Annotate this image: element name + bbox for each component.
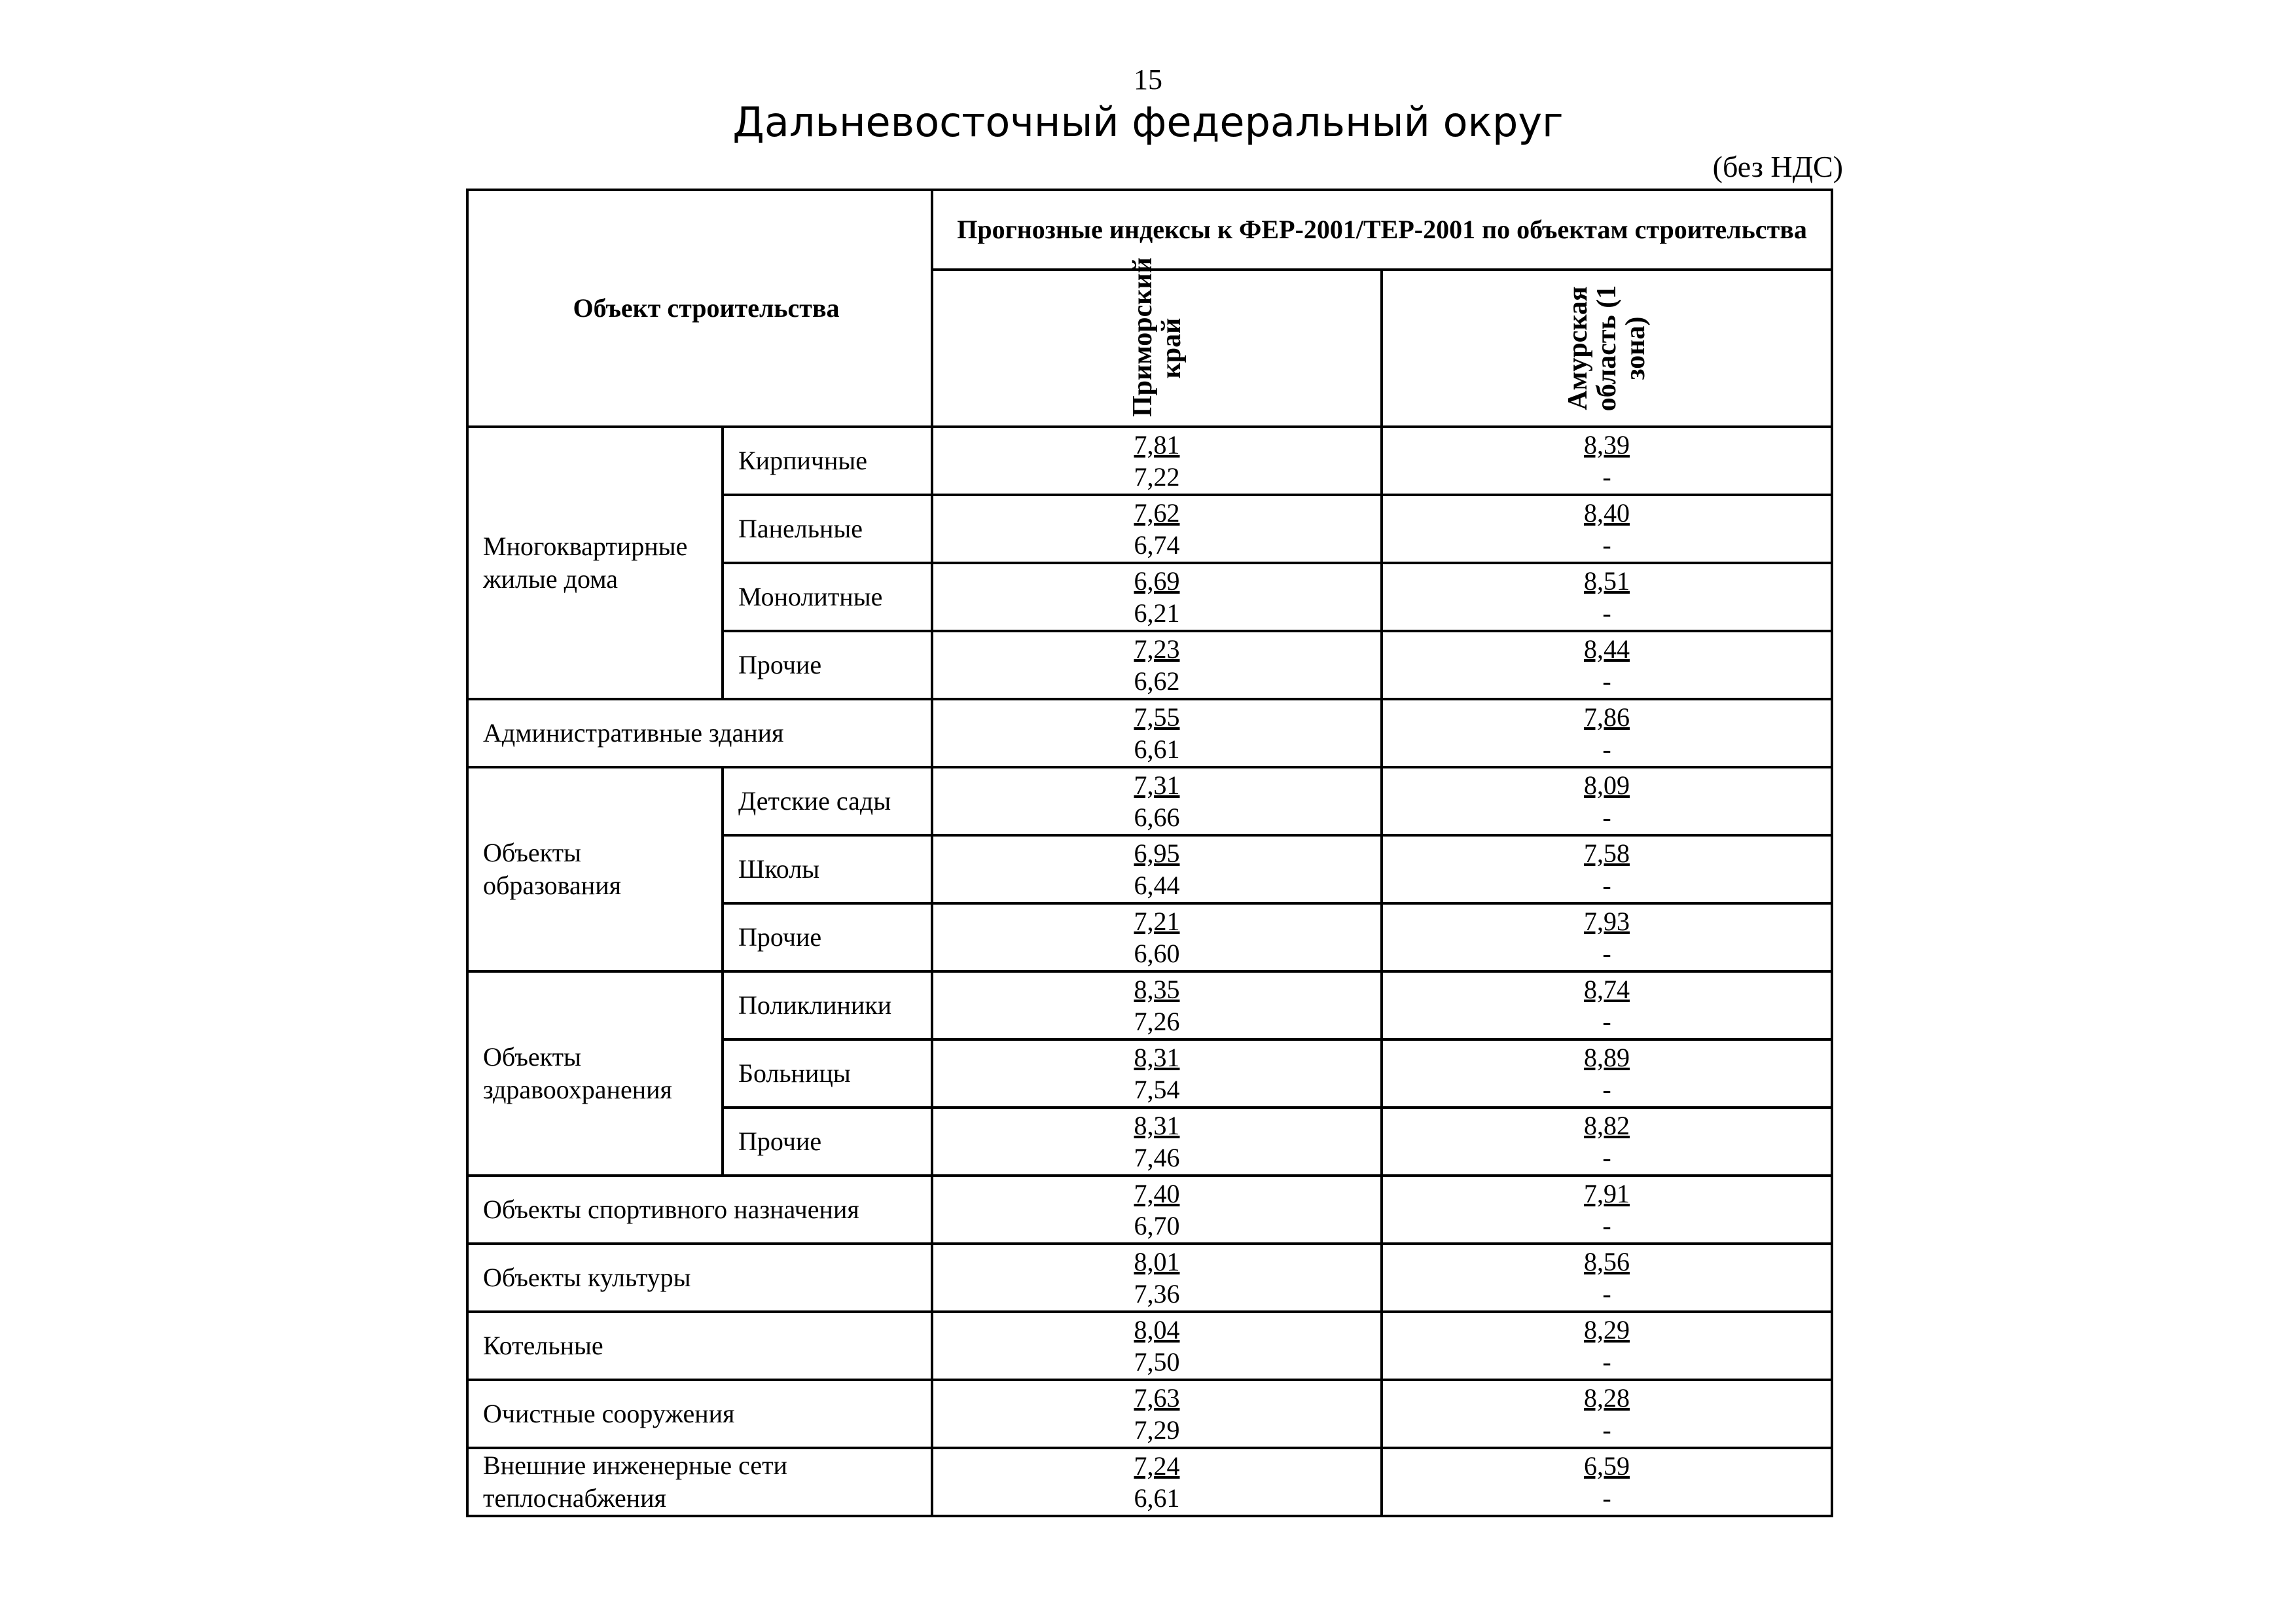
table-row [467, 971, 1832, 1039]
index-value: 6,61 [1134, 734, 1180, 764]
index-value: 8,04 [1134, 1315, 1180, 1344]
index-value: - [1602, 1347, 1611, 1377]
index-value: 8,74 [1584, 975, 1630, 1004]
index-value: - [1602, 666, 1611, 696]
value-cell [1382, 1108, 1832, 1176]
row-label: Монолитные [723, 563, 932, 631]
index-value: 8,28 [1584, 1383, 1630, 1413]
table-row [467, 1176, 1832, 1244]
row-label: Больницы [723, 1039, 932, 1108]
value-cell [932, 563, 1382, 631]
index-value: 7,21 [1134, 907, 1180, 936]
index-value: 7,55 [1134, 702, 1180, 732]
value-cell [932, 1176, 1382, 1244]
table-row [467, 1448, 1832, 1516]
index-value: - [1602, 871, 1611, 900]
value-cell [932, 1312, 1382, 1380]
index-value: 8,39 [1584, 430, 1630, 460]
index-value: 6,66 [1134, 803, 1180, 832]
index-value: 8,35 [1134, 975, 1180, 1004]
index-value: 7,31 [1134, 770, 1180, 800]
index-value: 6,21 [1134, 598, 1180, 628]
vat-note: (без НДС) [1712, 150, 1843, 183]
value-cell [932, 1448, 1382, 1516]
value-cell [1382, 1244, 1832, 1312]
row-label: Внешние инженерные сети теплоснабжения [467, 1448, 932, 1516]
index-value: - [1602, 734, 1611, 764]
index-value: 7,29 [1134, 1415, 1180, 1445]
header-region-2-cell [1382, 270, 1832, 427]
value-cell [932, 835, 1382, 903]
index-value: 7,91 [1584, 1179, 1630, 1208]
index-value: 6,70 [1134, 1211, 1180, 1240]
index-value: 7,46 [1134, 1143, 1180, 1172]
table-row [467, 1380, 1832, 1448]
index-value: - [1602, 598, 1611, 628]
table-row [467, 1244, 1832, 1312]
index-value: 7,62 [1134, 498, 1180, 528]
row-label: Объекты культуры [467, 1244, 932, 1312]
index-value: 8,09 [1584, 770, 1630, 800]
index-value: - [1602, 1415, 1611, 1445]
index-value: 6,61 [1134, 1483, 1180, 1513]
index-value: - [1602, 1075, 1611, 1104]
value-cell [1382, 1039, 1832, 1108]
row-label: Кирпичные [723, 427, 932, 495]
index-value: 8,56 [1584, 1247, 1630, 1276]
index-value: 8,31 [1134, 1111, 1180, 1140]
index-value: - [1602, 1483, 1611, 1513]
index-value: 7,58 [1584, 839, 1630, 868]
index-value: 7,23 [1134, 634, 1180, 664]
row-label: Административные здания [467, 699, 932, 767]
index-value: 7,54 [1134, 1075, 1180, 1104]
index-value: 8,44 [1584, 634, 1630, 664]
index-value: - [1602, 939, 1611, 968]
header-indices: Прогнозные индексы к ФЕР-2001/ТЕР-2001 по объектам строительства [932, 190, 1832, 270]
value-cell [1382, 427, 1832, 495]
value-cell [1382, 903, 1832, 971]
row-label: Очистные сооружения [467, 1380, 932, 1448]
table-row [467, 699, 1832, 767]
header-object: Объект строительства [467, 190, 932, 427]
table-row [467, 1312, 1832, 1380]
value-cell [1382, 495, 1832, 563]
value-cell [932, 1380, 1382, 1448]
index-value: 8,29 [1584, 1315, 1630, 1344]
value-cell [1382, 563, 1832, 631]
index-value: 7,36 [1134, 1279, 1180, 1308]
index-value: 7,86 [1584, 702, 1630, 732]
index-value: 8,89 [1584, 1043, 1630, 1072]
value-cell [1382, 699, 1832, 767]
row-label: Прочие [723, 631, 932, 699]
index-value: - [1602, 530, 1611, 560]
row-label: Прочие [723, 903, 932, 971]
index-value: - [1602, 1007, 1611, 1036]
value-cell [932, 1108, 1382, 1176]
indices-table [466, 189, 1833, 1517]
value-cell [932, 1039, 1382, 1108]
row-label: Школы [723, 835, 932, 903]
index-value: - [1602, 462, 1611, 492]
row-label: Объекты спортивного назначения [467, 1176, 932, 1244]
value-cell [932, 631, 1382, 699]
index-value: 8,31 [1134, 1043, 1180, 1072]
index-value: 6,95 [1134, 839, 1180, 868]
group-label-housing: Многоквартирные жилые дома [467, 427, 723, 699]
row-label: Панельные [723, 495, 932, 563]
value-cell [1382, 1176, 1832, 1244]
index-value: 7,22 [1134, 462, 1180, 492]
index-value: - [1602, 803, 1611, 832]
index-value: 7,40 [1134, 1179, 1180, 1208]
index-value: - [1602, 1143, 1611, 1172]
index-value: 8,40 [1584, 498, 1630, 528]
value-cell [1382, 631, 1832, 699]
index-value: 6,59 [1584, 1451, 1630, 1481]
index-value: - [1602, 1211, 1611, 1240]
table-row [467, 767, 1832, 835]
value-cell [1382, 1448, 1832, 1516]
index-value: 8,01 [1134, 1247, 1180, 1276]
group-label-health: Объекты здравоохранения [467, 971, 723, 1176]
header-region-1: Приморский край [1127, 257, 1187, 417]
index-value: 8,51 [1584, 566, 1630, 596]
index-value: 6,69 [1134, 566, 1180, 596]
table-row [467, 427, 1832, 495]
value-cell [1382, 767, 1832, 835]
group-label-education: Объекты образования [467, 767, 723, 971]
row-label: Детские сады [723, 767, 932, 835]
index-value: 8,82 [1584, 1111, 1630, 1140]
index-value: 7,50 [1134, 1347, 1180, 1377]
value-cell [932, 495, 1382, 563]
value-cell [932, 427, 1382, 495]
row-label: Котельные [467, 1312, 932, 1380]
index-value: - [1602, 1279, 1611, 1308]
index-value: 7,63 [1134, 1383, 1180, 1413]
value-cell [1382, 971, 1832, 1039]
index-value: 7,81 [1134, 430, 1180, 460]
header-region-2: Амурская область (1 зона) [1563, 285, 1651, 412]
value-cell [1382, 835, 1832, 903]
index-value: 7,24 [1134, 1451, 1180, 1481]
value-cell [932, 1244, 1382, 1312]
row-label: Поликлиники [723, 971, 932, 1039]
value-cell [1382, 1380, 1832, 1448]
index-value: 6,62 [1134, 666, 1180, 696]
index-value: 7,26 [1134, 1007, 1180, 1036]
value-cell [1382, 1312, 1832, 1380]
index-value: 6,60 [1134, 939, 1180, 968]
index-value: 6,44 [1134, 871, 1180, 900]
value-cell [932, 767, 1382, 835]
value-cell [932, 903, 1382, 971]
page-number: 15 [1134, 63, 1162, 96]
page-title: Дальневосточный федеральный округ [732, 98, 1564, 146]
index-value: 7,93 [1584, 907, 1630, 936]
row-label: Прочие [723, 1108, 932, 1176]
value-cell [932, 971, 1382, 1039]
value-cell [932, 699, 1382, 767]
index-value: 6,74 [1134, 530, 1180, 560]
header-region-1-cell [932, 257, 1382, 427]
